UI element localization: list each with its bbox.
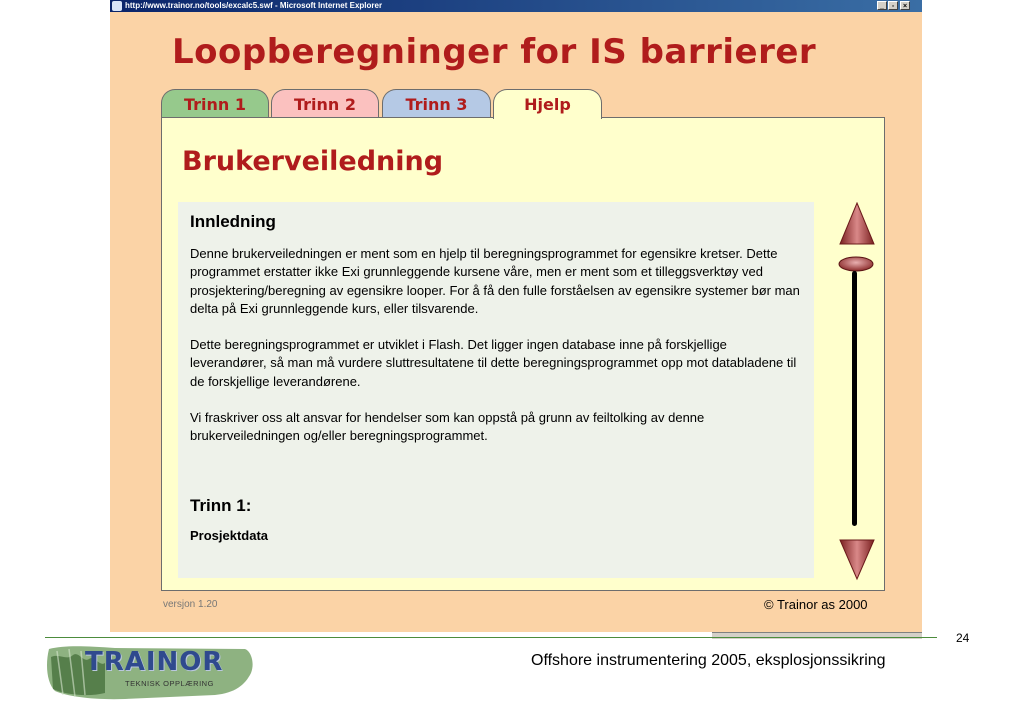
tab-trinn-1[interactable]: Trinn 1 xyxy=(161,89,269,120)
browser-window xyxy=(110,0,922,632)
tab-hjelp[interactable]: Hjelp xyxy=(493,89,602,119)
copyright-label: © Trainor as 2000 xyxy=(764,597,868,612)
minimize-button[interactable]: _ xyxy=(877,1,887,10)
scroll-track[interactable] xyxy=(852,271,857,526)
window-titlebar xyxy=(110,0,922,12)
close-button[interactable]: × xyxy=(900,1,910,10)
help-text-area[interactable] xyxy=(178,202,814,578)
scroll-up-arrow-icon[interactable] xyxy=(839,202,875,246)
subheading-prosjektdata: Prosjektdata xyxy=(190,527,269,543)
panel-title: Brukerveiledning xyxy=(182,146,444,177)
help-text-content xyxy=(190,212,805,543)
slide-footer-text: Offshore instrumentering 2005, eksplosjonssikring xyxy=(531,652,886,669)
scroll-thumb[interactable] xyxy=(838,256,874,272)
ie-page-icon xyxy=(112,1,122,11)
app-title: Loopberegninger for IS barrierer xyxy=(172,32,817,72)
trainor-logo xyxy=(45,643,257,701)
logo-subtext: TEKNISK OPPLÆRING xyxy=(125,679,214,688)
maximize-button[interactable]: ▫ xyxy=(888,1,898,10)
paragraph-1: Denne brukerveiledningen er ment som en hjelp til beregningsprogrammet for egensikre kretser. Dette programmet erstatter ikke Exi grunnleggende kursene våre, men er ment som et tilleggsverktøy ved prosjektering/beregning av egensikre looper. For å få den fulle forståelsen av egensikre systemer bør man delta på Exi grunnleggende kurs, eller tilsvarende. xyxy=(190,246,800,316)
paragraph-2: Dette beregningsprogrammet er utviklet i Flash. Det ligger ingen database inne på forskjellige leverandører, så man må vurdere sluttresultatene til dette beregningsprogrammet opp mot databladene til de forskjellige leverandørene. xyxy=(190,337,797,389)
help-panel xyxy=(161,117,885,591)
tab-trinn-3[interactable]: Trinn 3 xyxy=(382,89,491,120)
section-heading-trinn-1: Trinn 1: xyxy=(190,495,252,515)
version-label: versjon 1.20 xyxy=(163,599,218,610)
section-heading-innledning: Innledning xyxy=(190,212,276,231)
paragraph-3: Vi fraskriver oss alt ansvar for hendelser som kan oppstå på grunn av feiltolking av denne brukerveiledningen og/eller beregningsprogrammet. xyxy=(190,410,705,444)
tab-trinn-2[interactable]: Trinn 2 xyxy=(271,89,379,120)
window-title: http://www.trainor.no/tools/excalc5.swf - Microsoft Internet Explorer xyxy=(125,1,383,10)
scroll-down-arrow-icon[interactable] xyxy=(839,539,875,581)
slide-page-number: 24 xyxy=(956,631,970,645)
footer-divider xyxy=(45,637,937,638)
logo-wordmark: TRAINOR xyxy=(85,647,224,677)
